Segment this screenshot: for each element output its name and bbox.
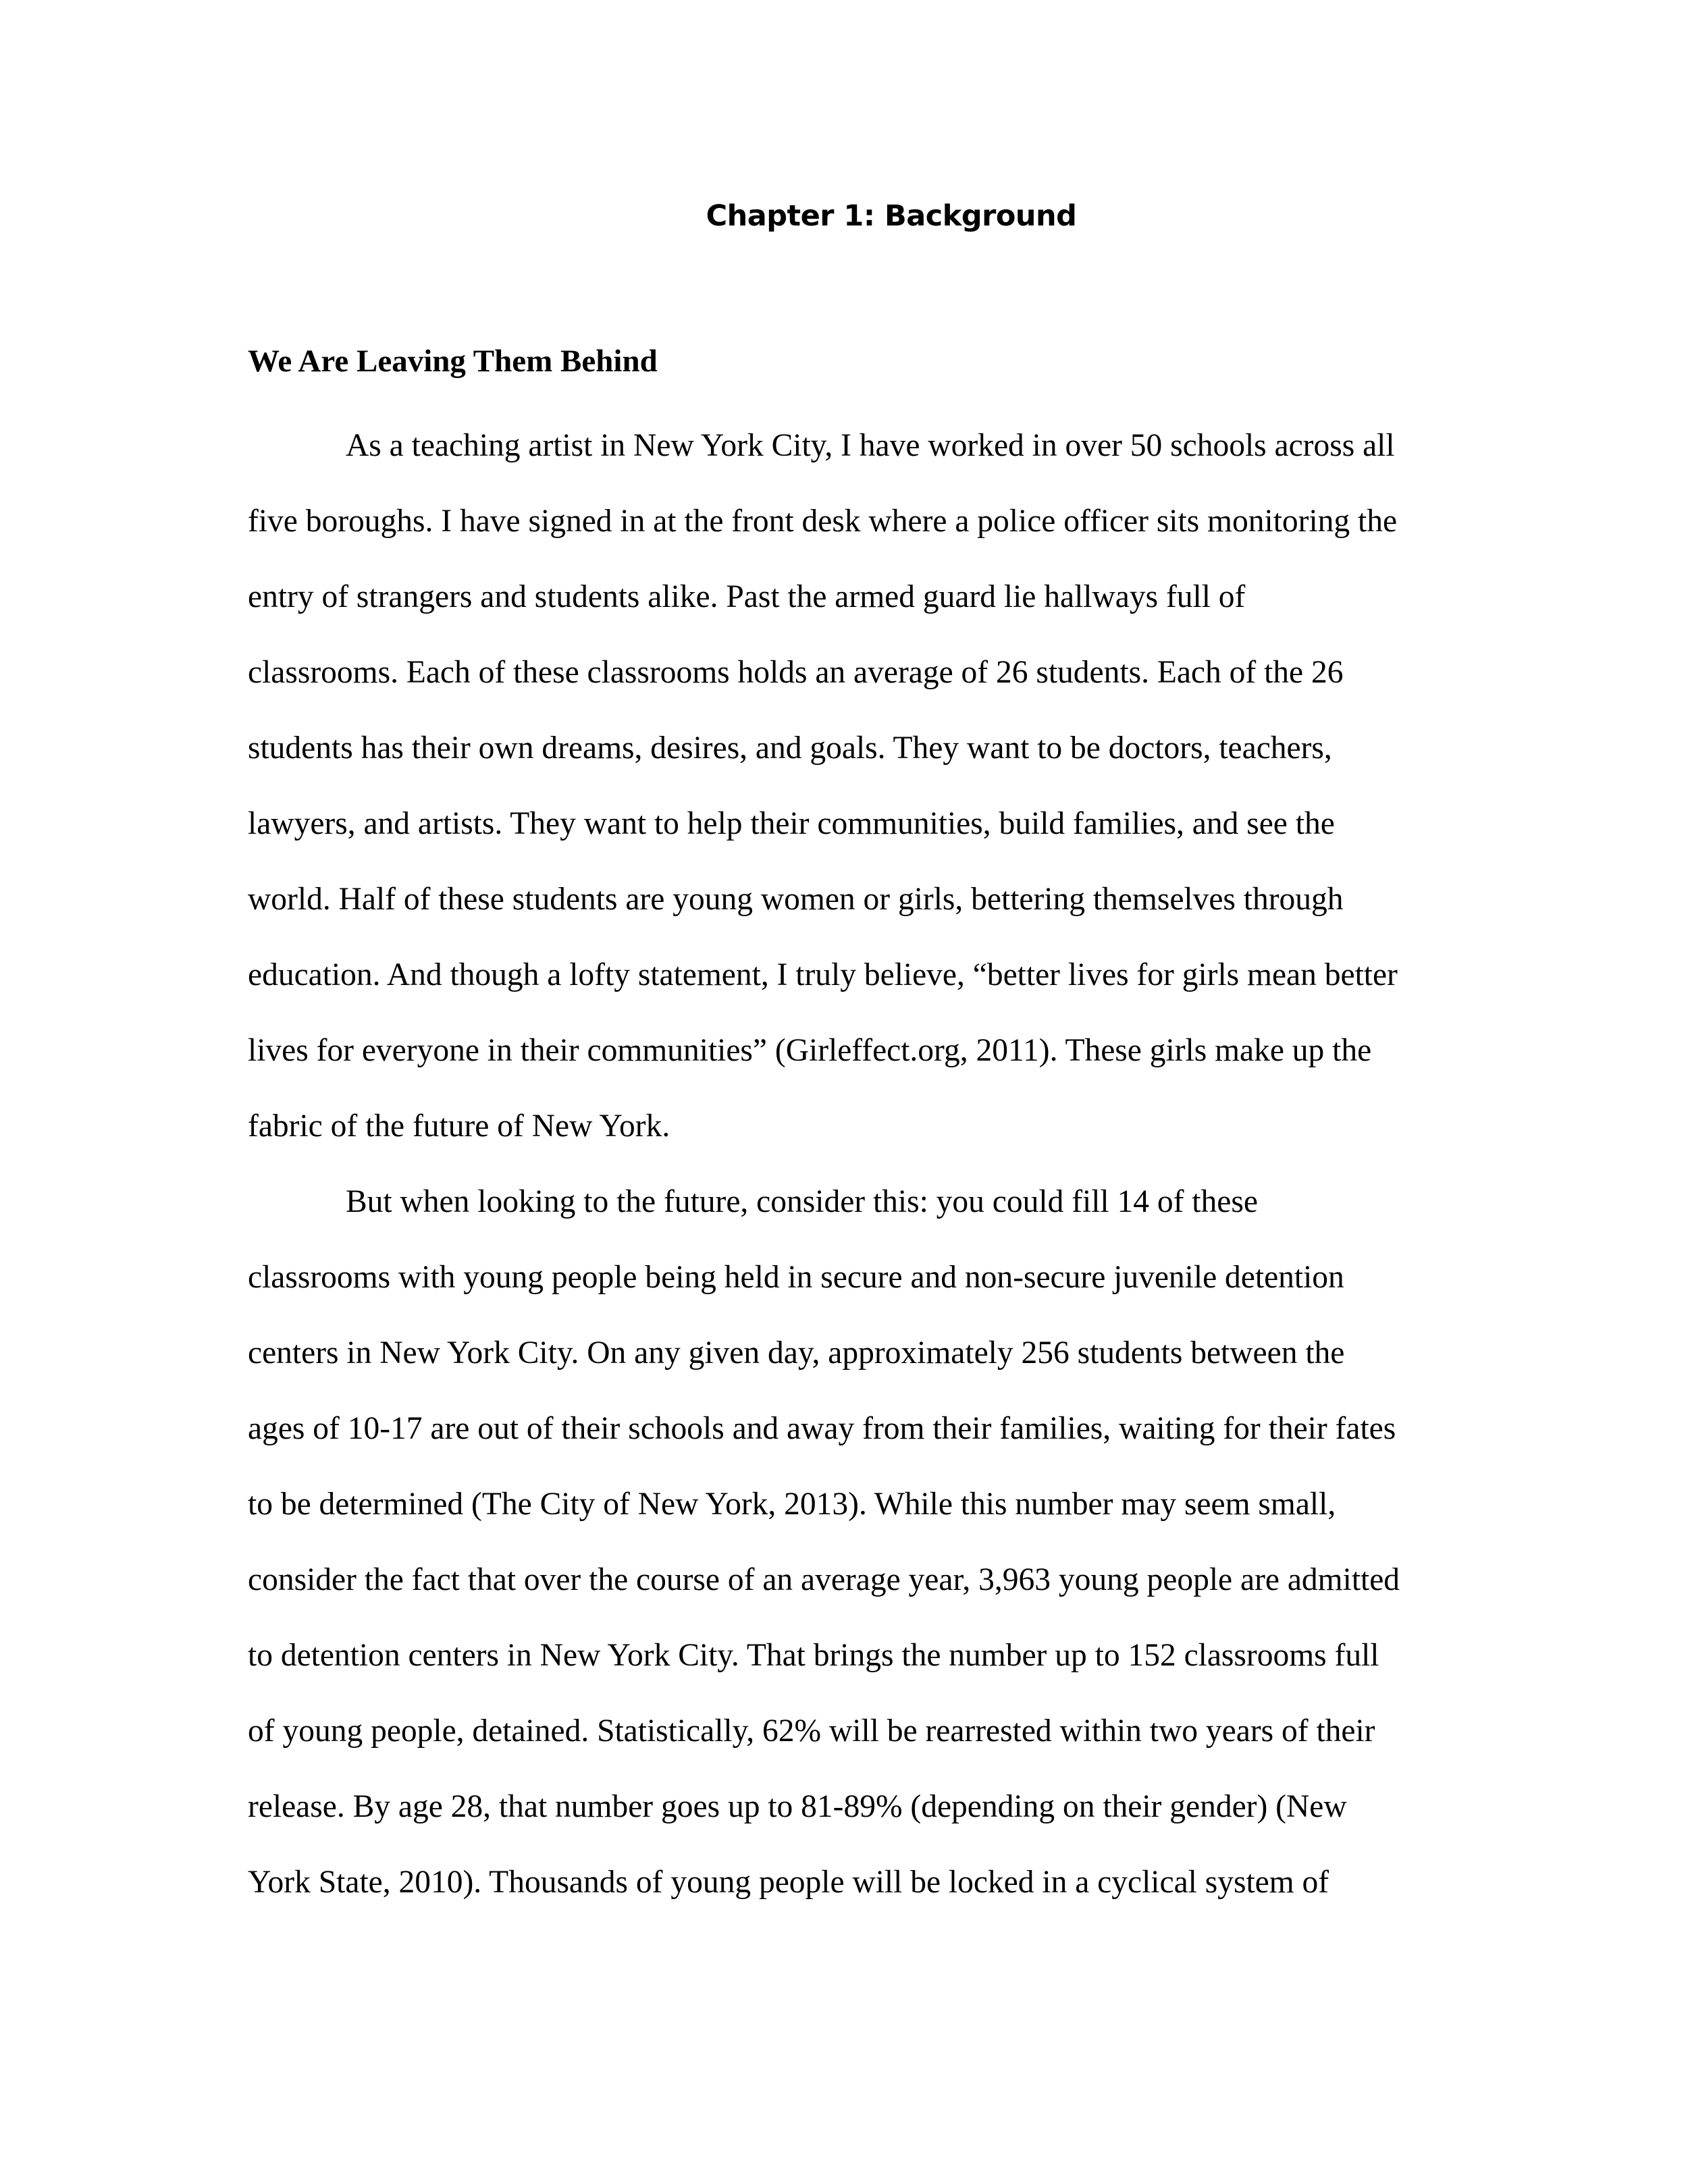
- chapter-title: Chapter 1: Background: [706, 199, 1077, 233]
- text-line: But when looking to the future, consider this: you could fill 14 of these: [346, 1184, 1258, 1219]
- text-line: ages of 10-17 are out of their schools and away from their families, waiting for their fates: [248, 1411, 1396, 1446]
- text-line: fabric of the future of New York.: [248, 1109, 670, 1144]
- text-line: world. Half of these students are young women or girls, bettering themselves through: [248, 882, 1344, 917]
- text-line: to detention centers in New York City. That brings the number up to 152 classrooms full: [248, 1638, 1379, 1673]
- text-line: As a teaching artist in New York City, I have worked in over 50 schools across all: [346, 428, 1395, 463]
- paragraph-2: [248, 1164, 1429, 1920]
- text-line: to be determined (The City of New York, 2013). While this number may seem small,: [248, 1487, 1336, 1522]
- text-line: York State, 2010). Thousands of young people will be locked in a cyclical system of: [248, 1865, 1329, 1900]
- paragraph-1: [248, 408, 1429, 1164]
- text-line: release. By age 28, that number goes up to 81-89% (depending on their gender) (New: [248, 1789, 1347, 1824]
- text-line: of young people, detained. Statistically, 62% will be rearrested within two years of their: [248, 1713, 1375, 1749]
- text-line: consider the fact that over the course of an average year, 3,963 young people are admitted: [248, 1562, 1400, 1597]
- body-text: [248, 408, 1429, 1920]
- text-line: students has their own dreams, desires, and goals. They want to be doctors, teachers,: [248, 730, 1332, 766]
- text-line: classrooms with young people being held in secure and non-secure juvenile detention: [248, 1260, 1344, 1295]
- text-line: lives for everyone in their communities” (Girleffect.org, 2011). These girls make up the: [248, 1033, 1372, 1068]
- text-line: education. And though a lofty statement, I truly believe, “better lives for girls mean better: [248, 957, 1398, 992]
- text-line: five boroughs. I have signed in at the front desk where a police officer sits monitoring the: [248, 504, 1398, 539]
- text-line: entry of strangers and students alike. Past the armed guard lie hallways full of: [248, 579, 1246, 614]
- text-line: lawyers, and artists. They want to help their communities, build families, and see the: [248, 806, 1335, 841]
- section-heading: We Are Leaving Them Behind: [248, 344, 658, 379]
- text-line: classrooms. Each of these classrooms holds an average of 26 students. Each of the 26: [248, 655, 1344, 690]
- text-line: centers in New York City. On any given day, approximately 256 students between the: [248, 1335, 1345, 1370]
